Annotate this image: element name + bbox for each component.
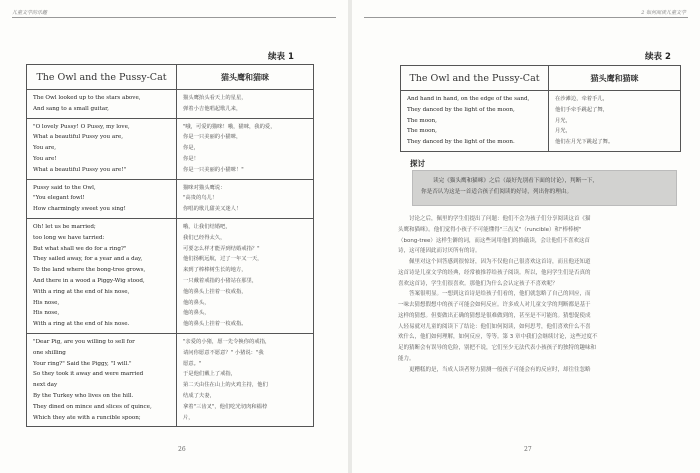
poem-line: You are! [33, 155, 57, 162]
poem-line: 我们已经得太久， [183, 234, 226, 241]
body-line: 更糟糕的是，当成人读者努力猜测一般孩子可能会有的反应时，却往往忽略 [409, 366, 591, 373]
poem-stanza-row [401, 91, 681, 152]
poem-line: The moon, [407, 117, 437, 124]
poem-line: Oh! let us be married; [33, 223, 96, 230]
poem-line: 弹着小吉他唱起歌儿来， [183, 105, 242, 112]
discussion-line: 读完《猫头鹰和猫咪》之后（最好先别看下面的讨论），判断一下， [433, 178, 599, 184]
poem-line: With a ring at the end of his nose, [33, 288, 130, 295]
poem-line: 猫头鹰抬头看天上的星星， [183, 95, 247, 101]
poem-table-body [401, 91, 681, 152]
poem-line: By the Turkey who lives on the hill. [33, 392, 134, 399]
poem-line: next day [33, 382, 58, 389]
poem-line: 月光， [555, 128, 571, 135]
poem-line: And sang to a small guitar, [33, 105, 109, 112]
poem-line: one shilling [33, 349, 66, 356]
poem-stanza-row [27, 179, 314, 218]
discussion-title: 探讨 [410, 159, 425, 168]
discussion-line: 你是否认为这是一首适合孩子们阅读的好诗，列出你的理由。 [421, 189, 573, 195]
body-line: 佩里对这个回答感到很惊讶，因为不仅他自己很喜欢这首诗，而且他还知道 [409, 259, 591, 265]
body-text [398, 214, 682, 375]
poem-line: What a beautiful Pussy you are!" [33, 166, 127, 173]
poem-line: 猫咪对猫头鹰说： [183, 184, 226, 191]
poem-line: "高贵的鸟儿！ [183, 195, 218, 202]
poem-line: too long we have tarried: [33, 234, 105, 241]
poem-line: 在沙滩边，牵着手儿， [555, 96, 608, 102]
body-line: 头鹰和猫咪》。他们觉得小孩子不可能懂得"三齿叉"（runcible）和"棒棒树" [398, 226, 582, 233]
poem-line: 他的鼻头， [183, 299, 210, 306]
english-stanza-cell [27, 90, 177, 119]
poem-line: With a ring at the end of his nose. [33, 321, 130, 328]
poem-line: 哦，让我们结婚吧， [183, 223, 231, 230]
continued-label: 续表 1 [268, 52, 294, 62]
body-line: 足的猜断会有误导的危险，别把不说，它们至少无法代表小孩孩子的独特的趣味和 [398, 345, 597, 351]
body-line: 诗，这可能因此而讨厌所有的诗。 [398, 248, 481, 255]
poem-line: "亲爱的小猪，愿一先令换你的戒指， [183, 338, 271, 345]
poem-line: 他的鼻头上挂着一枚戒指， [183, 288, 247, 295]
poem-line: They danced by the light of the moon, [407, 106, 515, 113]
poem-line: The moon, [407, 128, 437, 135]
chinese-stanza-cell [549, 91, 681, 152]
english-column-header: The Owl and the Pussy-Cat [27, 65, 177, 90]
english-stanza-cell [27, 218, 177, 333]
poem-line: So they took it away and were married [33, 371, 144, 378]
poem-line: Pussy said to the Owl, [33, 184, 96, 191]
chinese-stanza-cell [177, 218, 314, 333]
poem-line: "Dear Pig, are you willing to sell for [33, 338, 135, 345]
body-line: 人轻易就对儿童的阅读下了结论：他们如何阅读，如何思考，他们喜欢什么不喜 [398, 323, 591, 330]
poem-line: Your ring?" Said the Piggy, "I will." [33, 360, 132, 367]
poem-line: They dined on mince and slices of quince, [33, 403, 152, 410]
poem-table [26, 64, 314, 427]
poem-line: What a beautiful Pussy you are, [33, 134, 123, 141]
english-stanza-cell [27, 118, 177, 179]
poem-line: 你是一只美丽的小猫咪， [183, 134, 242, 141]
header-rule [12, 17, 336, 18]
poem-line: His nose, [33, 310, 60, 317]
chinese-stanza-cell [177, 179, 314, 218]
poem-line: To the land where the bong-tree grows, [33, 267, 146, 274]
poem-line: Which they ate with a runcible spoon; [33, 414, 141, 421]
poem-line: 一只戴着戒指的小猪站在那里， [183, 277, 258, 284]
header-rule [364, 17, 688, 18]
poem-line: They danced by the light of the moon. [407, 139, 515, 146]
poem-line: 片， [183, 414, 194, 421]
poem-stanza-row [27, 333, 314, 426]
poem-line: 他们在月光下跳起了舞。 [555, 139, 614, 146]
chinese-stanza-cell [177, 333, 314, 426]
poem-line: 拿着"三齿叉"，他们吃光切肉和榅桲 [183, 403, 268, 410]
poem-line: His nose, [33, 299, 60, 306]
poem-line: And hand in hand, on the edge of the sand, [407, 96, 530, 102]
english-stanza-cell [27, 179, 177, 218]
body-line: 欢什么，他们如何理解，如何反应，等等。第 3 章中我们会继续讨论，这些过度不 [398, 334, 598, 341]
body-line: 答案很明显。一想到这首诗是给孩子们看的，他们就忽略了自己的回应，而 [409, 291, 591, 298]
poem-line: 他们扬帆远航，过了一年又一天， [183, 256, 263, 263]
body-line: 讨论之后，佩里的学生们提出了问题：他们不会为孩子们分享阅读这首《猫 [409, 216, 591, 222]
right-page [352, 0, 700, 473]
chinese-stanza-cell [177, 118, 314, 179]
poem-line: 请问你愿意不愿意？" 小猪说："我 [183, 349, 264, 356]
poem-stanza-row [27, 218, 314, 333]
poem-line: 你唱的歌儿甜美又迷人！ [183, 206, 242, 213]
poem-line: "You elegant fowl! [33, 195, 85, 202]
english-column-header: The Owl and the Pussy-Cat [401, 66, 549, 91]
page-number: 26 [178, 446, 186, 453]
running-head: 儿童文学的乐趣 [12, 10, 48, 16]
poem-line: 愿意。" [183, 360, 202, 367]
poem-line: 于是他们戴上了戒指， [183, 371, 236, 378]
body-line: 能力。 [398, 355, 415, 362]
body-line: 这首诗是儿童文学的经典，经常被推荐给孩子阅读。所以，他问学生们是否真的 [398, 269, 591, 276]
chinese-column-header: 猫头鹰和猫咪 [549, 66, 681, 91]
left-page [0, 0, 348, 473]
poem-line: How charmingly sweet you sing! [33, 206, 126, 213]
poem-line: But what shall we do for a ring?" [33, 245, 127, 252]
poem-stanza-row [27, 90, 314, 119]
chinese-stanza-cell [177, 90, 314, 119]
body-line: （bong-tree）这样生僻的词，而这些词用他们的推敲读，会让他们不喜欢这首 [398, 237, 590, 244]
poem-line: "哦，可爱的猫咪！哦，猫咪，我的爱， [183, 123, 276, 130]
poem-line: And there in a wood a Piggy-Wig stood, [33, 277, 145, 284]
page-number: 27 [524, 446, 532, 453]
poem-line: 你是！ [183, 155, 199, 162]
continued-label: 续表 2 [645, 52, 671, 62]
english-stanza-cell [401, 91, 549, 152]
poem-line: 结成了夫妻， [183, 392, 215, 399]
poem-line: 你是， [183, 145, 199, 152]
discussion-box [412, 170, 677, 206]
poem-table-body [27, 90, 314, 427]
poem-line: You are, [33, 145, 57, 152]
running-head: 2 如何阅读儿童文学 [641, 10, 686, 16]
poem-line: 他们手牵手跳起了舞， [555, 106, 608, 113]
chinese-column-header: 猫头鹰和猫咪 [177, 65, 314, 90]
poem-line: "O lovely Pussy! O Pussy, my love, [33, 123, 130, 130]
body-line: 一味去猜想假想中的孩子可能会如何反应。许多成人对儿童文学的判断都是基于 [398, 302, 591, 308]
poem-line: 月光， [555, 117, 571, 124]
poem-line: 可要怎么样才能弄到结婚戒指？" [183, 245, 260, 252]
body-line: 喜欢这首诗，学生们很喜欢。那他们为什么会认定孩子不喜欢呢？ [398, 280, 558, 287]
poem-line: 第二天由住在山上的火鸡主持，他们 [183, 382, 268, 389]
body-line: 这样的猜想。但要做出正确的猜想是很难做到的，甚至是不可能的。猜想促使成 [398, 312, 591, 319]
english-stanza-cell [27, 333, 177, 426]
poem-line: 他的鼻头， [183, 310, 210, 317]
poem-stanza-row [27, 118, 314, 179]
poem-line: 他的鼻头上挂着一枚戒指。 [183, 321, 247, 328]
poem-line: 来到了棒棒树生长的地方， [183, 267, 247, 274]
poem-line: 你是一只美丽的小猫咪！" [183, 166, 244, 173]
poem-table [400, 65, 681, 152]
poem-line: They sailed away, for a year and a day, [33, 256, 143, 263]
poem-line: The Owl looked up to the stars above, [33, 95, 141, 101]
